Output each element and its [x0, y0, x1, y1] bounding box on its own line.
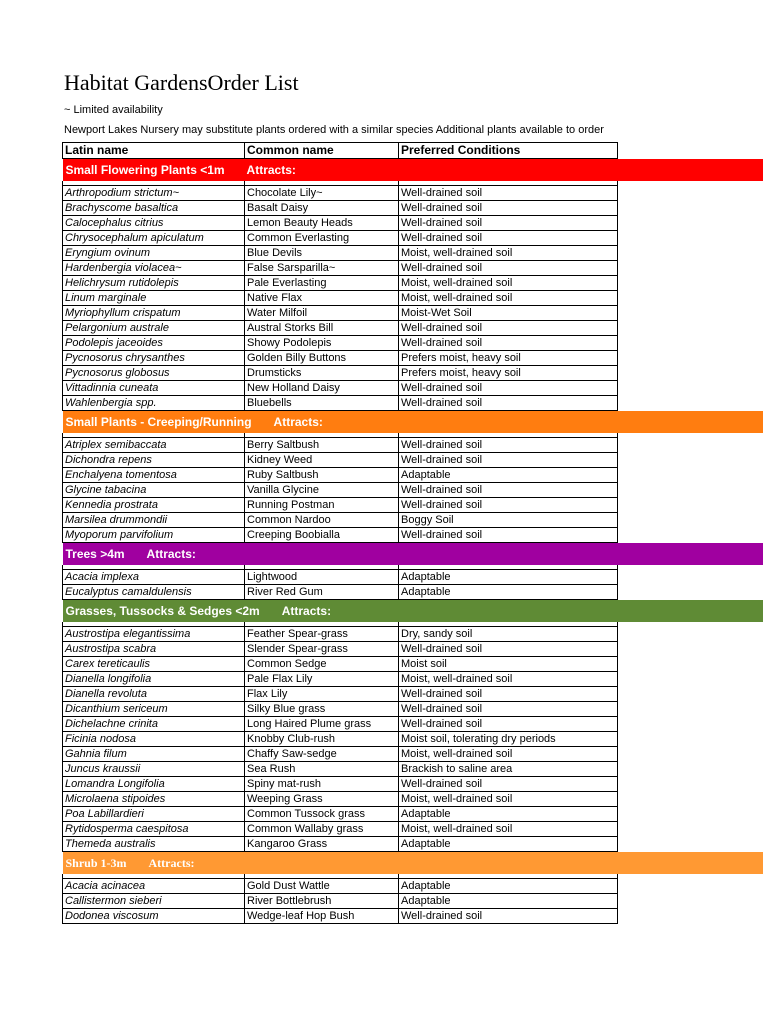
common-name-cell: Kangaroo Grass: [245, 837, 399, 852]
conditions-cell: Well-drained soil: [399, 231, 618, 246]
attracts-label: Attracts:: [148, 855, 195, 870]
conditions-cell: Adaptable: [399, 894, 618, 909]
table-row: [63, 777, 763, 792]
empty-cell: [618, 672, 763, 687]
conditions-cell: Well-drained soil: [399, 498, 618, 513]
section-title: Small Plants - Creeping/Running: [65, 414, 252, 429]
table-row: [63, 837, 763, 852]
table-row: [63, 453, 763, 468]
conditions-cell: Moist soil: [399, 657, 618, 672]
latin-name-cell: Eryngium ovinum: [63, 246, 245, 261]
conditions-cell: Moist, well-drained soil: [399, 747, 618, 762]
empty-cell: [618, 837, 763, 852]
latin-name-cell: Wahlenbergia spp.: [63, 396, 245, 411]
latin-name-cell: Austrostipa elegantissima: [63, 627, 245, 642]
section-header: [63, 600, 763, 623]
table-row: [63, 498, 763, 513]
table-row: [63, 732, 763, 747]
table-row: [63, 246, 763, 261]
empty-cell: [618, 570, 763, 585]
table-row: [63, 762, 763, 777]
table-row: [63, 585, 763, 600]
common-name-cell: New Holland Daisy: [245, 381, 399, 396]
table-row: [63, 672, 763, 687]
empty-cell: [618, 291, 763, 306]
common-name-cell: Common Everlasting: [245, 231, 399, 246]
conditions-cell: Moist, well-drained soil: [399, 822, 618, 837]
common-name-cell: Ruby Saltbush: [245, 468, 399, 483]
header-common-name: Common name: [245, 143, 399, 159]
common-name-cell: Lightwood: [245, 570, 399, 585]
conditions-cell: Moist, well-drained soil: [399, 276, 618, 291]
latin-name-cell: Austrostipa scabra: [63, 642, 245, 657]
table-row: [63, 336, 763, 351]
latin-name-cell: Vittadinnia cuneata: [63, 381, 245, 396]
conditions-cell: Dry, sandy soil: [399, 627, 618, 642]
substitution-note: Newport Lakes Nursery may substitute plants ordered with a similar species Additional plants available to order: [64, 124, 604, 136]
latin-name-cell: Arthropodium strictum~: [63, 186, 245, 201]
common-name-cell: Basalt Daisy: [245, 201, 399, 216]
latin-name-cell: Dichondra repens: [63, 453, 245, 468]
table-row: [63, 483, 763, 498]
conditions-cell: Well-drained soil: [399, 216, 618, 231]
latin-name-cell: Linum marginale: [63, 291, 245, 306]
latin-name-cell: Dianella revoluta: [63, 687, 245, 702]
empty-cell: [618, 483, 763, 498]
empty-cell: [618, 687, 763, 702]
table-body: [63, 143, 763, 924]
table-row: [63, 231, 763, 246]
table-row: [63, 717, 763, 732]
table-row: [63, 513, 763, 528]
conditions-cell: Well-drained soil: [399, 702, 618, 717]
empty-cell: [618, 306, 763, 321]
table-row: [63, 627, 763, 642]
common-name-cell: Flax Lily: [245, 687, 399, 702]
latin-name-cell: Dicanthium sericeum: [63, 702, 245, 717]
table-row: [63, 687, 763, 702]
conditions-cell: Well-drained soil: [399, 438, 618, 453]
latin-name-cell: Dianella longifolia: [63, 672, 245, 687]
conditions-cell: Moist, well-drained soil: [399, 672, 618, 687]
empty-cell: [618, 894, 763, 909]
common-name-cell: Pale Flax Lily: [245, 672, 399, 687]
empty-cell: [618, 528, 763, 543]
latin-name-cell: Chrysocephalum apiculatum: [63, 231, 245, 246]
limited-availability-note: ~ Limited availability: [64, 104, 163, 116]
common-name-cell: Slender Spear-grass: [245, 642, 399, 657]
conditions-cell: Well-drained soil: [399, 261, 618, 276]
latin-name-cell: Helichrysum rutidolepis: [63, 276, 245, 291]
latin-name-cell: Pycnosorus globosus: [63, 366, 245, 381]
latin-name-cell: Hardenbergia violacea~: [63, 261, 245, 276]
table-row: [63, 879, 763, 894]
empty-cell: [618, 762, 763, 777]
empty-cell: [618, 627, 763, 642]
conditions-cell: Well-drained soil: [399, 201, 618, 216]
common-name-cell: Silky Blue grass: [245, 702, 399, 717]
latin-name-cell: Dichelachne crinita: [63, 717, 245, 732]
conditions-cell: Adaptable: [399, 585, 618, 600]
common-name-cell: Showy Podolepis: [245, 336, 399, 351]
page-title: Habitat GardensOrder List: [64, 70, 299, 95]
empty-cell: [618, 201, 763, 216]
table-row: [63, 909, 763, 924]
conditions-cell: Adaptable: [399, 807, 618, 822]
common-name-cell: Vanilla Glycine: [245, 483, 399, 498]
latin-name-cell: Callistermon sieberi: [63, 894, 245, 909]
common-name-cell: Berry Saltbush: [245, 438, 399, 453]
table-row: [63, 291, 763, 306]
empty-cell: [618, 747, 763, 762]
common-name-cell: Drumsticks: [245, 366, 399, 381]
conditions-cell: Adaptable: [399, 468, 618, 483]
table-row: [63, 396, 763, 411]
common-name-cell: Austral Storks Bill: [245, 321, 399, 336]
conditions-cell: Adaptable: [399, 837, 618, 852]
common-name-cell: False Sarsparilla~: [245, 261, 399, 276]
latin-name-cell: Carex tereticaulis: [63, 657, 245, 672]
table-row: [63, 642, 763, 657]
conditions-cell: Well-drained soil: [399, 687, 618, 702]
section-header-cell: [63, 159, 763, 182]
latin-name-cell: Juncus kraussii: [63, 762, 245, 777]
table-row: [63, 807, 763, 822]
empty-cell: [618, 909, 763, 924]
table-row: [63, 570, 763, 585]
table-row: [63, 894, 763, 909]
empty-cell: [618, 453, 763, 468]
latin-name-cell: Myoporum parvifolium: [63, 528, 245, 543]
table-row: [63, 747, 763, 762]
conditions-cell: Moist-Wet Soil: [399, 306, 618, 321]
section-title: Small Flowering Plants <1m: [65, 162, 225, 177]
conditions-cell: Well-drained soil: [399, 336, 618, 351]
empty-cell: [618, 702, 763, 717]
common-name-cell: River Red Gum: [245, 585, 399, 600]
conditions-cell: Well-drained soil: [399, 717, 618, 732]
common-name-cell: Weeping Grass: [245, 792, 399, 807]
latin-name-cell: Acacia implexa: [63, 570, 245, 585]
common-name-cell: Bluebells: [245, 396, 399, 411]
empty-cell: [618, 777, 763, 792]
empty-cell: [618, 468, 763, 483]
common-name-cell: Chocolate Lily~: [245, 186, 399, 201]
latin-name-cell: Brachyscome basaltica: [63, 201, 245, 216]
latin-name-cell: Gahnia filum: [63, 747, 245, 762]
conditions-cell: Well-drained soil: [399, 909, 618, 924]
section-header-cell: [63, 852, 763, 875]
conditions-cell: Well-drained soil: [399, 642, 618, 657]
conditions-cell: Well-drained soil: [399, 528, 618, 543]
header-latin-name: Latin name: [63, 143, 245, 159]
conditions-cell: Moist, well-drained soil: [399, 246, 618, 261]
latin-name-cell: Podolepis jaceoides: [63, 336, 245, 351]
table-row: [63, 702, 763, 717]
common-name-cell: Gold Dust Wattle: [245, 879, 399, 894]
empty-cell: [618, 216, 763, 231]
table-row: [63, 261, 763, 276]
empty-cell: [618, 321, 763, 336]
section-header-cell: [63, 411, 763, 434]
empty-cell: [618, 807, 763, 822]
section-header: [63, 543, 763, 566]
conditions-cell: Moist, well-drained soil: [399, 291, 618, 306]
header-preferred-conditions: Preferred Conditions: [399, 143, 618, 159]
conditions-cell: Well-drained soil: [399, 453, 618, 468]
latin-name-cell: Marsilea drummondii: [63, 513, 245, 528]
table-row: [63, 381, 763, 396]
latin-name-cell: Enchalyena tomentosa: [63, 468, 245, 483]
common-name-cell: Sea Rush: [245, 762, 399, 777]
empty-cell: [618, 396, 763, 411]
latin-name-cell: Atriplex semibaccata: [63, 438, 245, 453]
table-row: [63, 216, 763, 231]
section-title: Trees >4m: [65, 546, 125, 561]
conditions-cell: Well-drained soil: [399, 396, 618, 411]
attracts-label: Attracts:: [281, 603, 332, 618]
common-name-cell: Common Wallaby grass: [245, 822, 399, 837]
common-name-cell: Spiny mat-rush: [245, 777, 399, 792]
latin-name-cell: Microlaena stipoides: [63, 792, 245, 807]
section-header: [63, 411, 763, 434]
common-name-cell: Lemon Beauty Heads: [245, 216, 399, 231]
common-name-cell: Chaffy Saw-sedge: [245, 747, 399, 762]
section-title: Shrub 1-3m: [65, 855, 127, 870]
table-row: [63, 201, 763, 216]
conditions-cell: Moist soil, tolerating dry periods: [399, 732, 618, 747]
empty-cell: [618, 732, 763, 747]
common-name-cell: Creeping Boobialla: [245, 528, 399, 543]
latin-name-cell: Pelargonium australe: [63, 321, 245, 336]
latin-name-cell: Dodonea viscosum: [63, 909, 245, 924]
empty-cell: [618, 792, 763, 807]
attracts-label: Attracts:: [273, 414, 323, 429]
table-row: [63, 321, 763, 336]
table-row: [63, 306, 763, 321]
common-name-cell: Running Postman: [245, 498, 399, 513]
empty-cell: [618, 261, 763, 276]
latin-name-cell: Acacia acinacea: [63, 879, 245, 894]
conditions-cell: Adaptable: [399, 879, 618, 894]
empty-cell: [618, 438, 763, 453]
empty-cell: [618, 246, 763, 261]
table-header-row: [63, 143, 763, 159]
common-name-cell: Pale Everlasting: [245, 276, 399, 291]
latin-name-cell: Ficinia nodosa: [63, 732, 245, 747]
empty-cell: [618, 186, 763, 201]
latin-name-cell: Calocephalus citrius: [63, 216, 245, 231]
common-name-cell: Knobby Club-rush: [245, 732, 399, 747]
common-name-cell: River Bottlebrush: [245, 894, 399, 909]
latin-name-cell: Kennedia prostrata: [63, 498, 245, 513]
latin-name-cell: Lomandra Longifolia: [63, 777, 245, 792]
section-header: [63, 852, 763, 875]
conditions-cell: Prefers moist, heavy soil: [399, 351, 618, 366]
table-row: [63, 792, 763, 807]
conditions-cell: Well-drained soil: [399, 321, 618, 336]
latin-name-cell: Pycnosorus chrysanthes: [63, 351, 245, 366]
table-row: [63, 276, 763, 291]
header-empty: [618, 143, 763, 159]
section-header-cell: [63, 543, 763, 566]
empty-cell: [618, 276, 763, 291]
table-row: [63, 657, 763, 672]
empty-cell: [618, 498, 763, 513]
conditions-cell: Well-drained soil: [399, 381, 618, 396]
table-row: [63, 468, 763, 483]
section-header: [63, 159, 763, 182]
latin-name-cell: Rytidosperma caespitosa: [63, 822, 245, 837]
empty-cell: [618, 513, 763, 528]
conditions-cell: Boggy Soil: [399, 513, 618, 528]
empty-cell: [618, 822, 763, 837]
common-name-cell: Golden Billy Buttons: [245, 351, 399, 366]
latin-name-cell: Themeda australis: [63, 837, 245, 852]
latin-name-cell: Poa Labillardieri: [63, 807, 245, 822]
section-title: Grasses, Tussocks & Sedges <2m: [65, 603, 260, 618]
empty-cell: [618, 585, 763, 600]
latin-name-cell: Eucalyptus camaldulensis: [63, 585, 245, 600]
section-header-cell: [63, 600, 763, 623]
empty-cell: [618, 351, 763, 366]
table-row: [63, 186, 763, 201]
empty-cell: [618, 381, 763, 396]
attracts-label: Attracts:: [246, 162, 296, 177]
attracts-label: Attracts:: [146, 546, 196, 561]
common-name-cell: Kidney Weed: [245, 453, 399, 468]
conditions-cell: Well-drained soil: [399, 777, 618, 792]
common-name-cell: Native Flax: [245, 291, 399, 306]
table-row: [63, 528, 763, 543]
empty-cell: [618, 366, 763, 381]
empty-cell: [618, 717, 763, 732]
common-name-cell: Water Milfoil: [245, 306, 399, 321]
common-name-cell: Blue Devils: [245, 246, 399, 261]
conditions-cell: Well-drained soil: [399, 483, 618, 498]
conditions-cell: Well-drained soil: [399, 186, 618, 201]
table-row: [63, 351, 763, 366]
common-name-cell: Common Nardoo: [245, 513, 399, 528]
common-name-cell: Wedge-leaf Hop Bush: [245, 909, 399, 924]
conditions-cell: Brackish to saline area: [399, 762, 618, 777]
table-row: [63, 822, 763, 837]
table-row: [63, 366, 763, 381]
latin-name-cell: Myriophyllum crispatum: [63, 306, 245, 321]
empty-cell: [618, 642, 763, 657]
empty-cell: [618, 336, 763, 351]
conditions-cell: Moist, well-drained soil: [399, 792, 618, 807]
latin-name-cell: Glycine tabacina: [63, 483, 245, 498]
conditions-cell: Prefers moist, heavy soil: [399, 366, 618, 381]
empty-cell: [618, 231, 763, 246]
common-name-cell: Long Haired Plume grass: [245, 717, 399, 732]
empty-cell: [618, 657, 763, 672]
common-name-cell: Common Sedge: [245, 657, 399, 672]
empty-cell: [618, 879, 763, 894]
plant-order-table: [62, 142, 763, 924]
common-name-cell: Feather Spear-grass: [245, 627, 399, 642]
common-name-cell: Common Tussock grass: [245, 807, 399, 822]
table-row: [63, 438, 763, 453]
conditions-cell: Adaptable: [399, 570, 618, 585]
